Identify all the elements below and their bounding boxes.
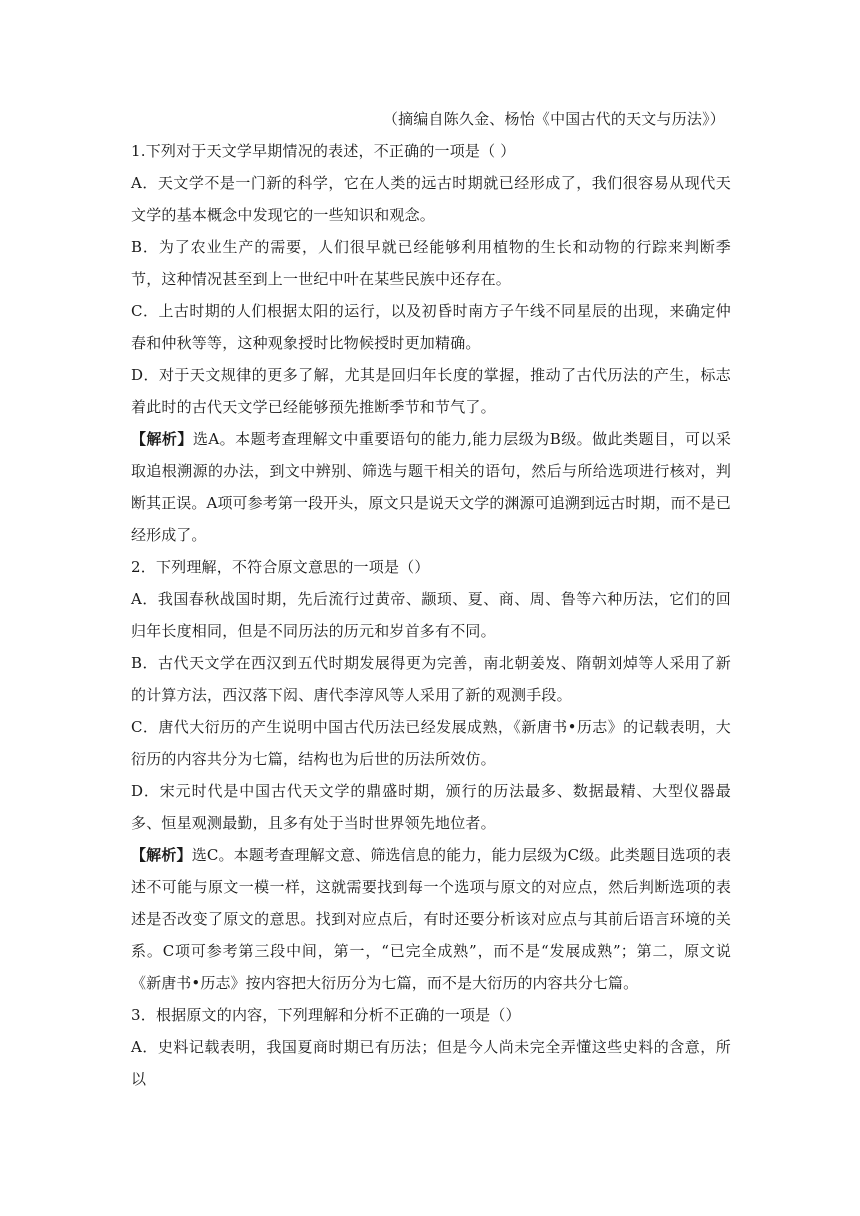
q2-option-a: A．我国春秋战国时期，先后流行过黄帝、颛顼、夏、商、周、鲁等六种历法，它们的回归年长度相同，但是不同历法的历元和岁首多有不同。: [131, 590, 731, 640]
q2-option-c: C．唐代大衍历的产生说明中国古代历法已经发展成熟，《新唐书•历志》的记载表明，大衍历的内容共分为七篇，结构也为后世的历法所效仿。: [131, 718, 731, 768]
q1-option-a: A．天文学不是一门新的科学，它在人类的远古时期就已经形成了，我们很容易从现代天文学的基本概念中发现它的一些知识和观念。: [131, 174, 731, 224]
source-citation: （摘编自陈久金、杨怡《中国古代的天文与历法》）: [382, 110, 725, 128]
q2-analysis-tag: 【解析】: [131, 846, 192, 864]
q2-option-d: D．宋元时代是中国古代天文学的鼎盛时期，颁行的历法最多、数据最精、大型仪器最多、恒星观测最勤，且多有处于当时世界领先地位者。: [131, 782, 731, 832]
q1-analysis-tag: 【解析】: [131, 430, 193, 448]
question-2: 2．下列理解，不符合原文意思的一项是（）: [131, 558, 430, 576]
q2-option-b: B．古代天文学在西汉到五代时期发展得更为完善，南北朝姜岌、隋朝刘焯等人采用了新的计算方法，西汉落下闳、唐代李淳风等人采用了新的观测手段。: [131, 654, 731, 704]
q1-analysis: [131, 423, 731, 551]
document-page: [131, 103, 731, 1095]
q3-option-a: A．史料记载表明，我国夏商时期已有历法；但是今人尚未完全弄懂这些史料的含意，所以: [131, 1038, 731, 1088]
q2-analysis-text: 选C。本题考查理解文意、筛选信息的能力，能力层级为C级。此类题目选项的表述不可能与原文一模一样，这就需要找到每一个选项与原文的对应点，然后判断选项的表述是否改变了原文的意思。找到对应点后，有时还要分析该对应点与其前后语言环境的关系。C项可参考第三段中间，第一，“已完全成熟”，而不是“发展成熟”；第二，原文说《新唐书•历志》按内容把大衍历分为七篇，而不是大衍历的内容共分七篇。: [131, 846, 731, 992]
q2-analysis: [131, 839, 731, 999]
q1-option-c: C．上古时期的人们根据太阳的运行，以及初昏时南方子午线不同星辰的出现，来确定仲春和仲秋等等，这种观象授时比物候授时更加精确。: [131, 302, 731, 352]
question-1: 1.下列对于天文学早期情况的表述，不正确的一项是（ ）: [131, 142, 516, 160]
question-3: 3．根据原文的内容，下列理解和分析不正确的一项是（）: [131, 1006, 521, 1024]
q1-option-d: D．对于天文规律的更多了解，尤其是回归年长度的掌握，推动了古代历法的产生，标志着此时的古代天文学已经能够预先推断季节和节气了。: [131, 366, 731, 416]
q1-option-b: B．为了农业生产的需要，人们很早就已经能够利用植物的生长和动物的行踪来判断季节，这种情况甚至到上一世纪中叶在某些民族中还存在。: [131, 238, 731, 288]
q1-analysis-text: 选A。本题考查理解文中重要语句的能力,能力层级为B级。做此类题目，可以采取追根溯源的办法，到文中辨别、筛选与题干相关的语句，然后与所给选项进行核对，判断其正误。A项可参考第一段开头，原文只是说天文学的渊源可追溯到远古时期，而不是已经形成了。: [131, 430, 731, 544]
